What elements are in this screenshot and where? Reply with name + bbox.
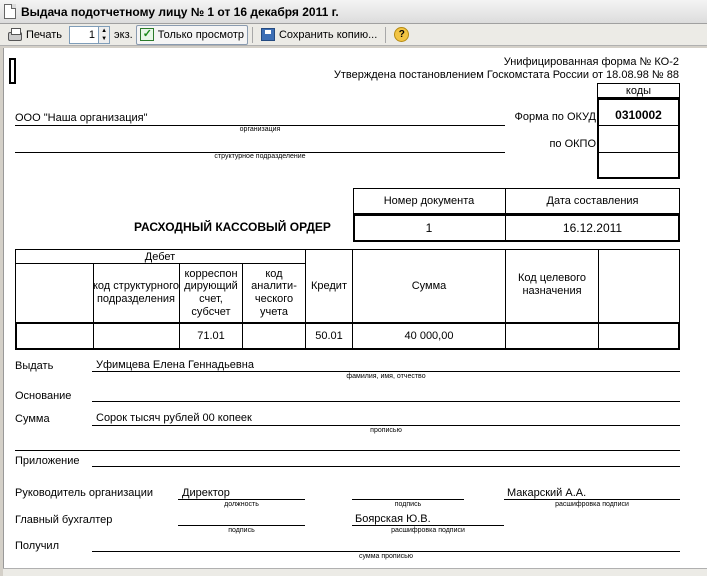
col-purpose-header: Код целевого назначения [518, 272, 586, 297]
copies-stepper[interactable] [99, 26, 110, 44]
toolbar [0, 24, 707, 46]
save-copy-button[interactable] [257, 25, 381, 45]
position-caption: должность [224, 501, 259, 508]
doc-date-header: Дата составления [546, 195, 639, 207]
amount-line-2 [15, 450, 680, 451]
head-decoding-caption: расшифровка подписи [555, 501, 629, 508]
document-sheet [3, 48, 707, 576]
amount-value: Сорок тысяч рублей 00 копеек [96, 412, 252, 424]
save-icon [261, 28, 275, 41]
okpo-label: по ОКПО [549, 138, 596, 150]
toolbar-separator [385, 27, 386, 43]
help-icon: ? [394, 27, 409, 42]
debit-header: Дебет [144, 251, 176, 263]
chief-signature-line [178, 525, 305, 526]
row-corr-account: 71.01 [197, 329, 225, 342]
okud-label: Форма по ОКУД [514, 111, 596, 123]
print-label: Печать [26, 28, 63, 41]
head-label: Руководитель организации [15, 487, 154, 499]
cell-cursor [9, 58, 16, 84]
window-titlebar [0, 0, 707, 24]
received-line [92, 551, 680, 552]
copies-unit: экз. [114, 28, 133, 41]
document-icon [4, 4, 16, 19]
approved-by-label: Утверждена постановлением Госкомстата России от 18.08.98 № 88 [333, 69, 679, 81]
copies-control [66, 25, 136, 45]
view-only-toggle[interactable] [136, 25, 248, 45]
horizontal-scrollbar[interactable] [3, 568, 707, 576]
col-sum-header: Сумма [411, 279, 447, 292]
form-title: РАСХОДНЫЙ КАССОВЫЙ ОРДЕР [134, 220, 331, 234]
organization-caption: организация [239, 126, 281, 133]
col-structural-header: код структурного подразделения [93, 280, 179, 305]
chief-accountant-label: Главный бухгалтер [15, 514, 113, 526]
attachment-line [92, 466, 680, 467]
window-title: Выдача подотчетному лицу № 1 от 16 декабря 2011 г. [21, 4, 339, 19]
head-signature-line [352, 499, 464, 500]
amount-label: Сумма [15, 413, 50, 425]
row-sum: 40 000,00 [404, 329, 454, 342]
received-caption: сумма прописью [358, 553, 414, 560]
chief-decoding-caption: расшифровка подписи [391, 527, 465, 534]
head-signature-caption: подпись [394, 501, 422, 508]
issue-value: Уфимцева Елена Геннадьевна [96, 359, 254, 371]
printer-icon [8, 32, 22, 41]
amount-caption: прописью [370, 427, 402, 434]
view-only-label: Только просмотр [157, 28, 244, 41]
row-credit: 50.01 [315, 329, 343, 342]
issue-line [92, 371, 680, 372]
okud-value: 0310002 [615, 108, 662, 122]
stepper-up-icon[interactable]: ▲ [101, 27, 108, 34]
unified-form-label: Унифицированная форма № КО-2 [503, 56, 679, 68]
issue-label: Выдать [15, 360, 54, 372]
codes-divider [597, 152, 680, 153]
head-position-line [178, 499, 305, 500]
codes-divider [597, 125, 680, 126]
basis-line [92, 401, 680, 402]
stepper-down-icon[interactable]: ▼ [101, 35, 108, 42]
codes-header: коды [625, 85, 652, 97]
copies-input[interactable]: 1 [69, 26, 99, 44]
doc-number-header: Номер документа [383, 195, 475, 207]
organization-name: ООО "Наша организация" [15, 112, 148, 124]
chief-accountant-name: Боярская Ю.В. [355, 513, 431, 525]
attachment-label: Приложение [15, 455, 80, 467]
chief-name-line [352, 525, 504, 526]
subdivision-caption: структурное подразделение [214, 153, 306, 160]
head-name: Макарский А.А. [507, 487, 587, 499]
basis-label: Основание [15, 390, 72, 402]
head-name-line [504, 499, 680, 500]
help-button[interactable] [390, 25, 413, 45]
issue-caption: фамилия, имя, отчество [346, 373, 426, 380]
head-position: Директор [182, 487, 230, 499]
save-copy-label: Сохранить копию... [278, 28, 378, 41]
amount-line [92, 425, 680, 426]
doc-number: 1 [425, 221, 433, 235]
chief-signature-caption: подпись [228, 527, 255, 534]
doc-date: 16.12.2011 [562, 221, 623, 235]
print-button[interactable] [4, 25, 66, 45]
toolbar-separator [252, 27, 253, 43]
col-analytic-header: код аналити-ческого учета [251, 267, 297, 318]
received-label: Получил [15, 540, 59, 552]
check-icon [140, 28, 154, 41]
col-corr-account-header: корреспон дирующий счет, субсчет [184, 267, 238, 318]
col-credit-header: Кредит [310, 279, 347, 292]
